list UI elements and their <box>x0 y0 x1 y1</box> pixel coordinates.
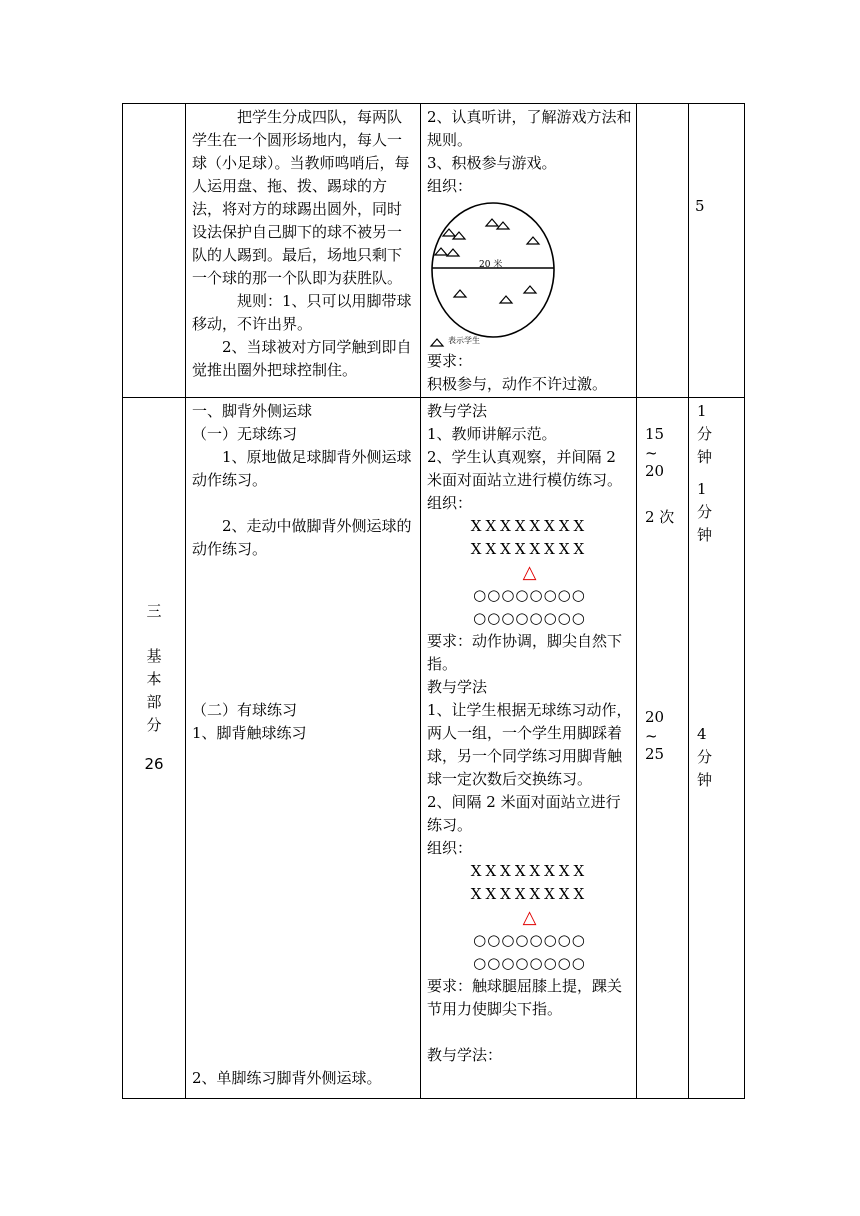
times-value: ~ <box>645 727 658 745</box>
subtopic-heading: （一）无球练习 <box>192 425 298 443</box>
duration-unit: 钟 <box>697 526 713 544</box>
requirement-text: 要求：触球腿屈膝上提，踝关节用力使脚尖下指。 <box>427 977 623 1018</box>
section-cell-empty <box>123 104 186 398</box>
method-line: 1、让学生根据无球练习动作，两人一组，一个学生用脚踩着球，另一个同学练习用脚背触球一定次数后交换练习。 <box>427 701 632 788</box>
legend-text: 表示学生 <box>448 336 480 345</box>
circle-field-diagram <box>427 198 632 350</box>
exercise-item: 1、脚背触球练习 <box>192 724 307 742</box>
requirement-text: 积极参与，动作不许过激。 <box>427 375 608 393</box>
main-part-row <box>123 398 745 1099</box>
duration-value: 5 <box>695 197 705 215</box>
formation-x-row: XXXXXXXX <box>470 517 589 535</box>
times-cell <box>637 104 689 398</box>
duration-unit: 钟 <box>697 771 713 789</box>
formation-o-row: ○○○○○○○○ <box>473 931 586 949</box>
teacher-triangle-icon: △ <box>522 907 537 928</box>
teacher-triangle-icon: △ <box>522 562 537 583</box>
game-row <box>123 104 745 398</box>
times-value: 2 次 <box>645 508 675 526</box>
section-char: 本 <box>146 670 162 688</box>
game-content-cell <box>186 104 421 398</box>
lesson-plan-table <box>122 103 745 1099</box>
duration-value: 1 <box>697 402 707 420</box>
main-method-cell <box>421 398 637 1099</box>
section-char: 部 <box>146 693 162 711</box>
formation-o-row: ○○○○○○○○ <box>473 609 586 627</box>
duration-unit: 分 <box>697 425 713 443</box>
method-line: 1、教师讲解示范。 <box>427 425 557 443</box>
method-title: 教与学法 <box>427 402 488 420</box>
organization-label: 组织： <box>427 839 473 857</box>
duration-unit: 分 <box>697 748 713 766</box>
method-line: 2、认真听讲，了解游戏方法和规则。 <box>427 108 632 149</box>
duration-cell <box>689 104 745 398</box>
game-description: 把学生分成四队，每两队学生在一个圆形场地内，每人一球（小足球）。当教师鸣哨后，每人运用盘、拖、拨、踢球的方法，将对方的球踢出圆外，同时设法保护自己脚下的球不被另一队的人踢到。最后，场地只剩下一个球的那一个队即为获胜队。 <box>192 108 410 287</box>
subtopic-heading: （二）有球练习 <box>192 701 298 719</box>
section-number: 三 <box>146 602 162 620</box>
method-title: 教与学法 <box>427 678 488 696</box>
section-label-cell <box>123 398 186 1099</box>
game-method-cell <box>421 104 637 398</box>
formation-x-row: XXXXXXXX <box>470 885 589 903</box>
exercise-item: 1、原地做足球脚背外侧运球动作练习。 <box>192 448 412 489</box>
formation-o-row: ○○○○○○○○ <box>473 586 586 604</box>
section-char: 基 <box>146 647 162 665</box>
game-rule-2: 2、当球被对方同学触到即自觉推出圈外把球控制住。 <box>192 338 412 379</box>
times-value: 25 <box>645 745 665 763</box>
section-char: 分 <box>146 716 162 734</box>
requirement-text: 要求：动作协调，脚尖自然下指。 <box>427 632 623 673</box>
exercise-item: 2、单脚练习脚背外侧运球。 <box>192 1069 382 1087</box>
formation-o-row: ○○○○○○○○ <box>473 954 586 972</box>
duration-value: 1 <box>697 480 707 498</box>
topic-heading: 一、脚背外侧运球 <box>192 402 313 420</box>
organization-label: 组织： <box>427 494 473 512</box>
times-value: 20 <box>645 708 665 726</box>
times-value: 15 <box>645 425 665 443</box>
duration-unit: 分 <box>697 503 713 521</box>
times-cell <box>637 398 689 1099</box>
method-title: 教与学法： <box>427 1046 503 1064</box>
method-line: 2、学生认真观察，并间隔 2 米面对面站立进行模仿练习。 <box>427 448 623 489</box>
times-value: 20 <box>645 462 665 480</box>
method-line: 3、积极参与游戏。 <box>427 154 557 172</box>
formation-x-row: XXXXXXXX <box>470 862 589 880</box>
distance-label: 20 米 <box>479 260 503 270</box>
duration-unit: 钟 <box>697 448 713 466</box>
times-value: ~ <box>645 444 658 462</box>
main-content-cell <box>186 398 421 1099</box>
section-minutes: 26 <box>144 755 164 773</box>
game-rule-1: 规则：1、只可以用脚带球移动，不许出界。 <box>192 292 412 333</box>
duration-cell <box>689 398 745 1099</box>
formation-x-row: XXXXXXXX <box>470 540 589 558</box>
requirement-label: 要求： <box>427 352 473 370</box>
exercise-item: 2、走动中做脚背外侧运球的动作练习。 <box>192 517 412 558</box>
method-line: 2、间隔 2 米面对面站立进行练习。 <box>427 793 621 834</box>
organization-label: 组织： <box>427 177 473 195</box>
duration-value: 4 <box>697 725 707 743</box>
